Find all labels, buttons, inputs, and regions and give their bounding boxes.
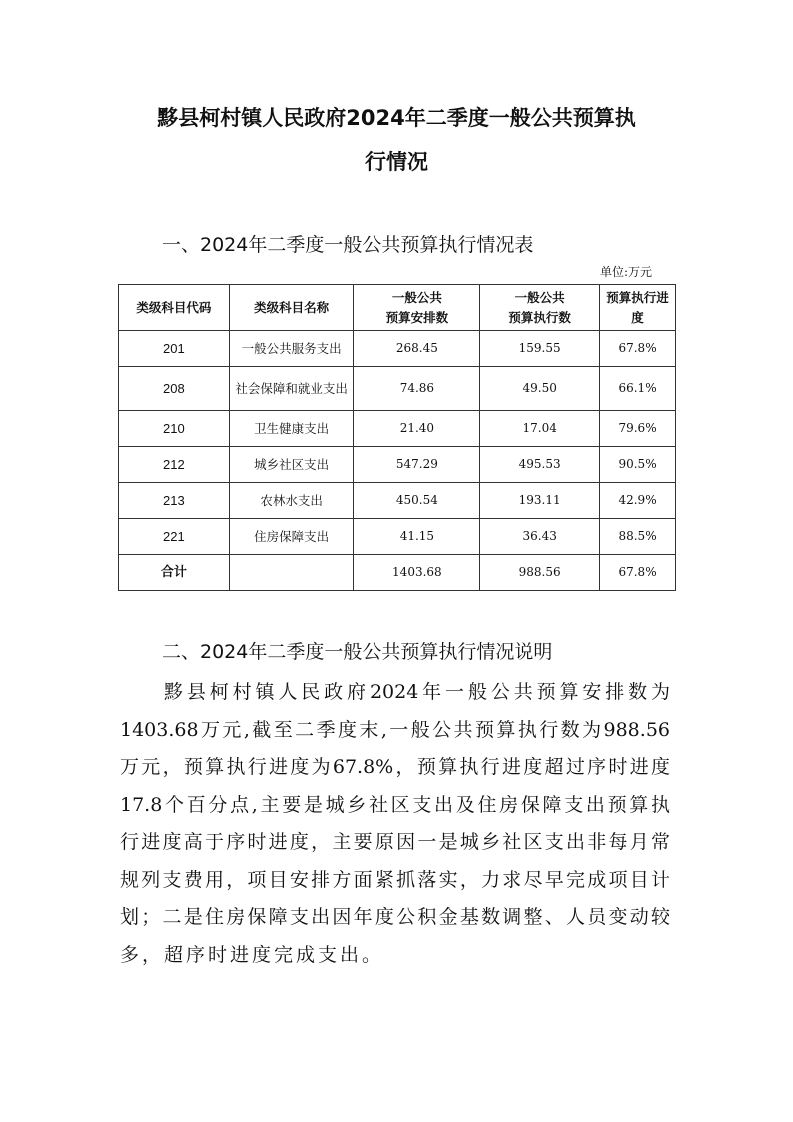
table-cell: 210 xyxy=(119,411,230,447)
paragraph-line: 万元，预算执行进度为67.8%，预算执行进度超过序时进度 xyxy=(120,756,670,778)
table-cell: 21.40 xyxy=(354,411,480,447)
table-cell: 67.8% xyxy=(600,331,676,367)
paragraph-line: 17.8个百分点,主要是城乡社区支出及住房保障支出预算执 xyxy=(120,793,670,816)
table-cell: 住房保障支出 xyxy=(229,519,354,555)
table-cell: 合计 xyxy=(119,555,230,591)
section1-heading: 一、2024年二季度一般公共预算执行情况表 xyxy=(162,234,534,256)
table-cell: 208 xyxy=(119,367,230,411)
table-header-row xyxy=(119,285,676,331)
table-row xyxy=(119,411,676,447)
column-header-text: 预算安排数 xyxy=(385,309,449,325)
table-row xyxy=(119,555,676,591)
table-cell: 159.55 xyxy=(480,331,600,367)
column-header-text: 类级科目名称 xyxy=(254,299,330,315)
section2-heading: 二、2024年二季度一般公共预算执行情况说明 xyxy=(162,641,553,663)
unit-label: 单位:万元 xyxy=(600,265,653,279)
table-row xyxy=(119,367,676,411)
table-row xyxy=(119,447,676,483)
table-cell: 36.43 xyxy=(480,519,600,555)
column-header xyxy=(480,285,600,331)
paragraph-line: 黟县柯村镇人民政府2024年一般公共预算安排数为 xyxy=(164,681,670,703)
paragraph-line: 行进度高于序时进度，主要原因一是城乡社区支出非每月常 xyxy=(120,831,670,853)
document-title-line2: 行情况 xyxy=(365,150,428,174)
table-cell: 74.86 xyxy=(354,367,480,411)
table-cell: 988.56 xyxy=(480,555,600,591)
column-header-text: 类级科目代码 xyxy=(136,299,212,315)
column-header xyxy=(354,285,480,331)
table-cell: 268.45 xyxy=(354,331,480,367)
table-cell: 42.9% xyxy=(600,483,676,519)
table-row xyxy=(119,331,676,367)
table-cell: 卫生健康支出 xyxy=(229,411,354,447)
table-cell: 49.50 xyxy=(480,367,600,411)
table-cell: 农林水支出 xyxy=(229,483,354,519)
column-header-text: 一般公共 xyxy=(514,289,565,305)
table-cell: 212 xyxy=(119,447,230,483)
table-cell: 66.1% xyxy=(600,367,676,411)
table-cell: 1403.68 xyxy=(354,555,480,591)
column-header-text: 预算执行进度 xyxy=(606,289,669,325)
table-cell xyxy=(229,555,354,591)
table-row xyxy=(119,519,676,555)
paragraph-line: 1403.68万元,截至二季度末,一般公共预算执行数为988.56 xyxy=(120,718,670,741)
column-header xyxy=(600,285,676,331)
table-cell: 67.8% xyxy=(600,555,676,591)
table-cell: 79.6% xyxy=(600,411,676,447)
table-cell: 城乡社区支出 xyxy=(229,447,354,483)
column-header xyxy=(229,285,354,331)
table-row xyxy=(119,483,676,519)
paragraph-line: 多，超序时进度完成支出。 xyxy=(120,943,385,966)
table-cell: 社会保障和就业支出 xyxy=(229,367,354,411)
paragraph-line: 划；二是住房保障支出因年度公积金基数调整、人员变动较 xyxy=(120,906,670,928)
table-cell: 495.53 xyxy=(480,447,600,483)
document-title-line1: 黟县柯村镇人民政府2024年二季度一般公共预算执 xyxy=(157,106,636,130)
table-cell: 41.15 xyxy=(354,519,480,555)
table-cell: 一般公共服务支出 xyxy=(229,331,354,367)
table-cell: 90.5% xyxy=(600,447,676,483)
column-header-text: 预算执行数 xyxy=(508,309,571,325)
table-cell: 193.11 xyxy=(480,483,600,519)
table-cell: 17.04 xyxy=(480,411,600,447)
table-cell: 450.54 xyxy=(354,483,480,519)
budget-table xyxy=(118,284,676,591)
column-header xyxy=(119,285,230,331)
table-cell: 221 xyxy=(119,519,230,555)
table-cell: 547.29 xyxy=(354,447,480,483)
column-header-text: 一般公共 xyxy=(391,289,442,305)
table-cell: 213 xyxy=(119,483,230,519)
paragraph-line: 规列支费用，项目安排方面紧抓落实，力求尽早完成项目计 xyxy=(120,868,670,891)
table-cell: 201 xyxy=(119,331,230,367)
table-cell: 88.5% xyxy=(600,519,676,555)
